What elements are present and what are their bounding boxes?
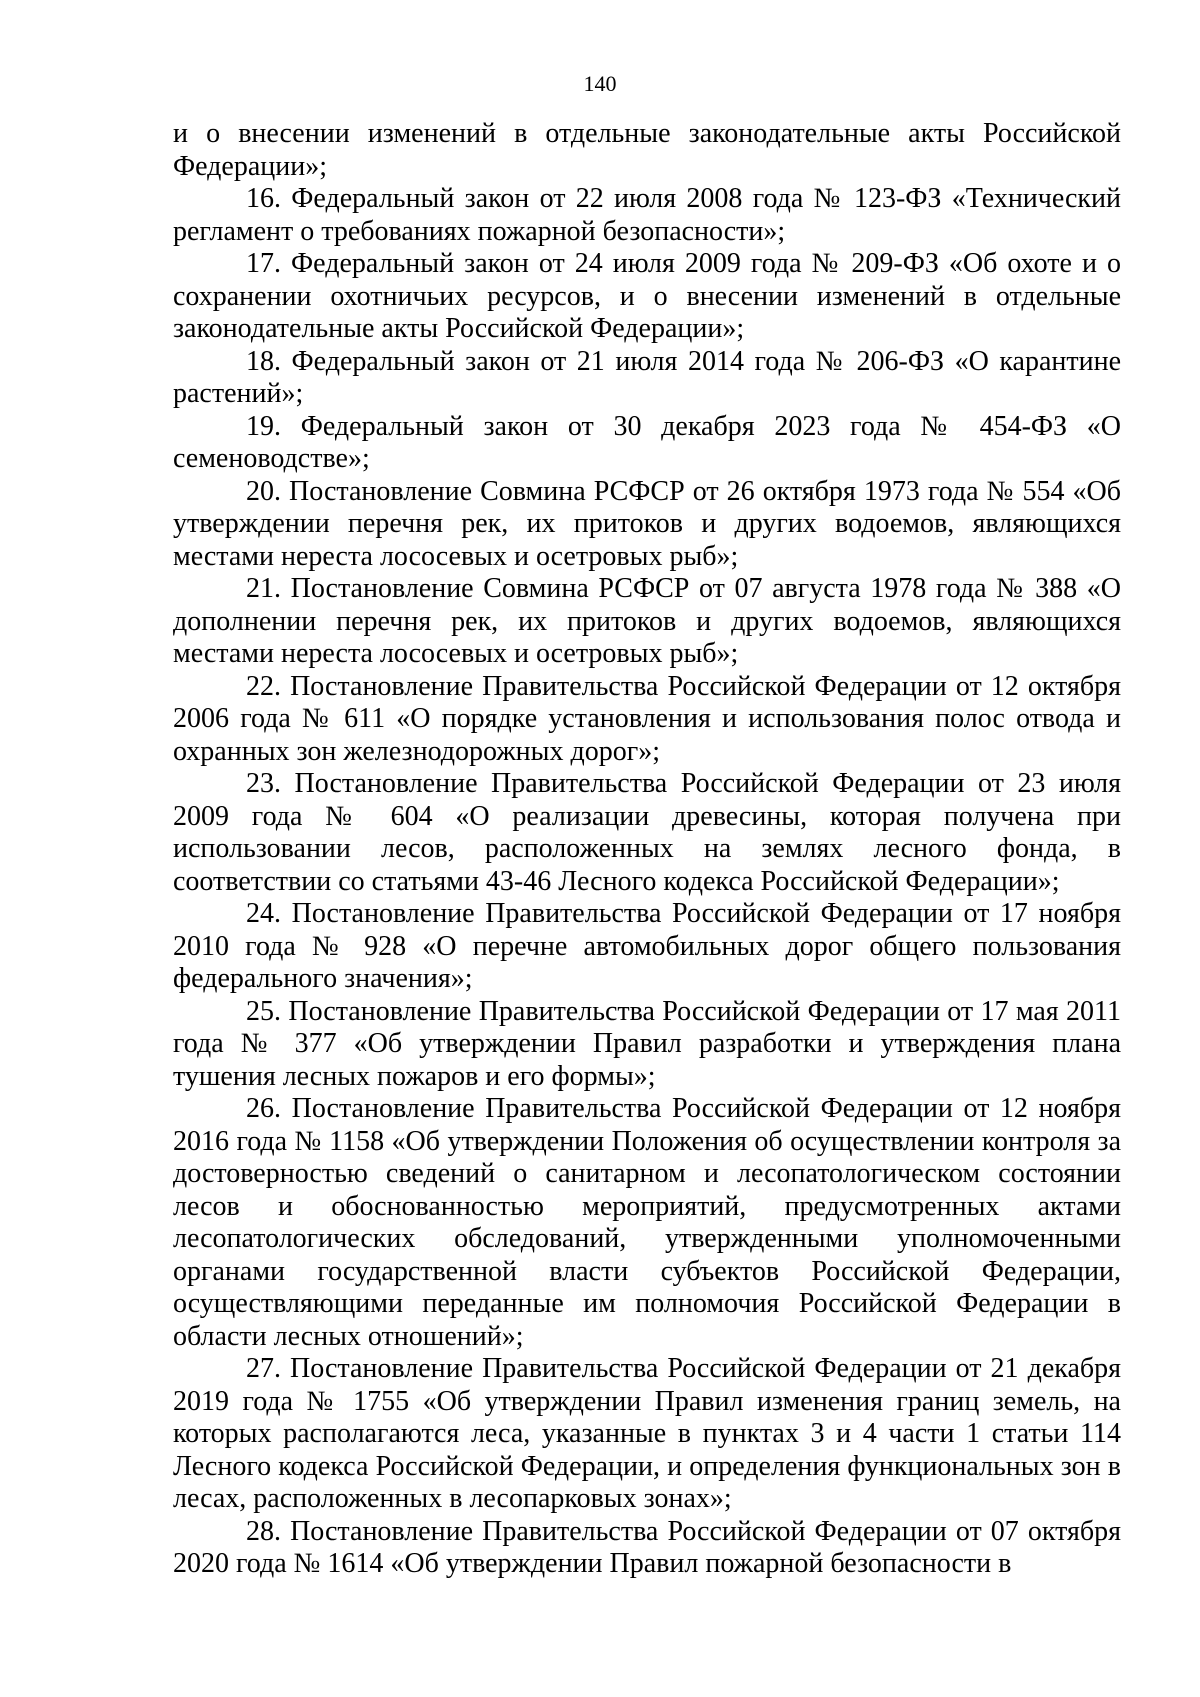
list-item-28: 28. Постановление Правительства Российской Федерации от 07 октября 2020 года № 1614 «Об утверждении Правил пожарной безопасности в [173,1515,1121,1579]
list-item-16: 16. Федеральный закон от 22 июля 2008 года № 123-ФЗ «Технический регламент о требованиях пожарной безопасности»; [173,183,1121,247]
list-item-24: 24. Постановление Правительства Российской Федерации от 17 ноября 2010 года № 928 «О перечне автомобильных дорог общего пользования федерального значения»; [173,898,1121,994]
list-item-22: 22. Постановление Правительства Российской Федерации от 12 октября 2006 года № 611 «О порядке установления и использования полос отвода и охранных зон железнодорожных дорог»; [173,670,1121,767]
list-item-27: 27. Постановление Правительства Российской Федерации от 21 декабря 2019 года № 1755 «Об утверждении Правил изменения границ земель, на которых располагаются леса, указанные в пунктах 3 и 4 части 1 статьи 114 Лесного кодекса Российской Федерации, и определения функциональных зон в лесах, расположенных в лесопарковых зонах»; [173,1353,1121,1514]
list-item-23: 23. Постановление Правительства Российской Федерации от 23 июля 2009 года № 604 «О реализации древесины, которая получена при использовании лесов, расположенных на землях лесного фонда, в соответствии со статьями 43-46 Лесного кодекса Российской Федерации»; [173,768,1121,897]
paragraph-continuation: и о внесении изменений в отдельные законодательные акты Российской Федерации»; [173,118,1121,182]
document-body [173,118,1121,1581]
list-item-17: 17. Федеральный закон от 24 июля 2009 года № 209-ФЗ «Об охоте и о сохранении охотничьих ресурсов, и о внесении изменений в отдельные законодательные акты Российской Федерации»; [173,248,1121,344]
list-item-21: 21. Постановление Совмина РСФСР от 07 августа 1978 года № 388 «О дополнении перечня рек, их притоков и других водоемов, являющихся местами нереста лососевых и осетровых рыб»; [173,573,1121,669]
list-item-19: 19. Федеральный закон от 30 декабря 2023 года № 454-ФЗ «О семеноводстве»; [173,410,1121,474]
list-item-20: 20. Постановление Совмина РСФСР от 26 октября 1973 года № 554 «Об утверждении перечня рек, их притоков и других водоемов, являющихся местами нереста лососевых и осетровых рыб»; [173,475,1121,572]
page-number: 140 [583,71,617,96]
list-item-26: 26. Постановление Правительства Российской Федерации от 12 ноября 2016 года № 1158 «Об утверждении Положения об осуществлении контроля за достоверностью сведений о санитарном и лесопатологическом состоянии лесов и обоснованностью мероприятий, предусмотренных актами лесопатологических обследований, утвержденными уполномоченными органами государственной власти субъектов Российской Федерации, осуществляющими переданные им полномочия Российской Федерации в области лесных отношений»; [173,1093,1121,1352]
list-item-18: 18. Федеральный закон от 21 июля 2014 года № 206-ФЗ «О карантине растений»; [173,345,1121,409]
list-item-25: 25. Постановление Правительства Российской Федерации от 17 мая 2011 года № 377 «Об утверждении Правил разработки и утверждения плана тушения лесных пожаров и его формы»; [173,995,1121,1092]
